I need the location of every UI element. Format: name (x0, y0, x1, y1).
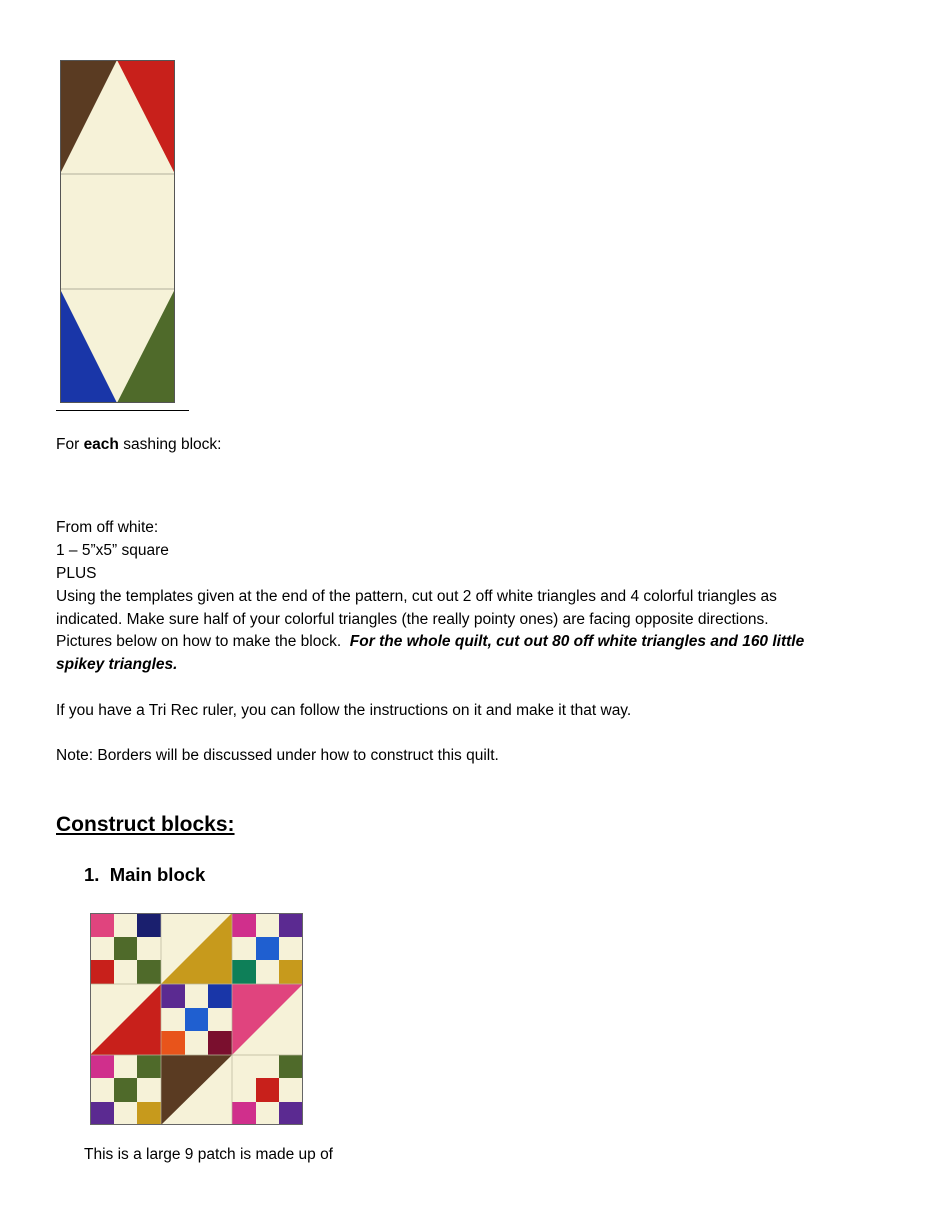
intro-suffix: sashing block: (118, 436, 222, 453)
intro-prefix: For (56, 436, 84, 453)
tri-rec-note: If you have a Tri Rec ruler, you can follow the instructions on it and make it that way. (56, 702, 632, 719)
step-heading (84, 864, 205, 886)
main-block-image (90, 913, 303, 1125)
cutting-line-1: From off white: (56, 519, 159, 536)
cutting-para-line-3 (56, 630, 804, 653)
cutting-line-2: 1 – 5”x5” square (56, 542, 169, 559)
step-title: Main block (109, 864, 206, 885)
cutting-para-line-2: indicated. Make sure half of your colorful triangles (the really pointy ones) are facing opposite directions. (56, 611, 769, 628)
whole-quilt-text-2: spikey triangles. (56, 656, 178, 673)
sashing-block-image (60, 60, 175, 403)
pictures-text: Pictures below on how to make the block. (56, 633, 346, 650)
whole-quilt-text: For the whole quilt, cut out 80 off white triangles and 160 little (349, 633, 805, 650)
borders-note: Note: Borders will be discussed under how to construct this quilt. (56, 747, 499, 764)
cutting-line-3: PLUS (56, 565, 97, 582)
sashing-intro (56, 433, 221, 456)
intro-bold: each (83, 436, 119, 453)
step-number: 1. (84, 864, 100, 885)
cutting-para-line-1: Using the templates given at the end of the pattern, cut out 2 off white triangles and 4 colorful triangles as (56, 588, 777, 605)
section-heading: Construct blocks: (56, 813, 235, 836)
main-block-text: This is a large 9 patch is made up of (84, 1146, 333, 1163)
divider-line (56, 410, 189, 411)
